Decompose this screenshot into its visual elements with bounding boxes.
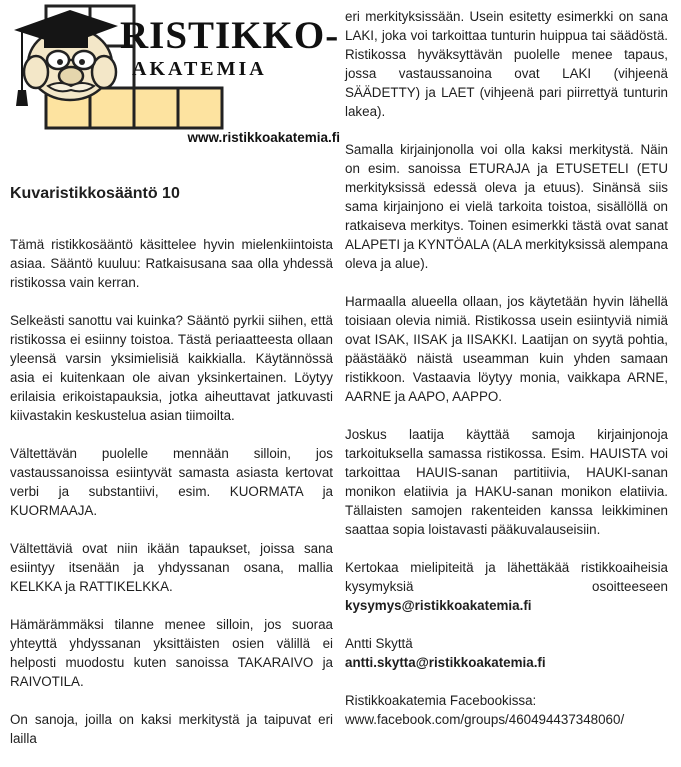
article-paragraph: Tämä ristikkosääntö käsittelee hyvin mielenkiintoista asiaa. Sääntö kuuluu: Ratkaisusana saa olla yhdessä ristikossa vain kerran. <box>10 237 333 290</box>
author-name: Antti Skyttä <box>345 636 413 651</box>
facebook-label: Ristikkoakatemia Facebookissa: <box>345 693 537 708</box>
article-paragraph-continued: eri merkityksissään. Usein esitetty esimerkki on sana LAKI, joka voi tarkoittaa tunturin huippua tai säädöstä. Ristikossa hyväksyttävän puolelle menee tapaus, jossa vastaussanoina ovat LAKI (vihjeenä SÄÄDETTY) ja LAET (vihjeenä pari piirrettyä tunturin lakea). <box>345 9 668 119</box>
logo-title: RISTIKKO- <box>120 14 340 57</box>
article-right-column <box>345 7 668 748</box>
logo-website-link[interactable]: www.ristikkoakatemia.fi <box>187 130 340 145</box>
article-paragraph: Harmaalla alueella ollaan, jos käytetään hyvin lähellä toisiaan olevia nimiä. Ristikossa usein esiintyviä nimiä ovat ISAK, IISAK ja IISAKKI. Laatijan on syytä pohtia, päästääkö näistä useamman kuin yhden samaan ristikkoon. Vastaavia löytyy monia, vaikkapa ARNE, AARNE ja AAPO, AAPPO. <box>345 294 668 404</box>
article-paragraph: Samalla kirjainjonolla voi olla kaksi merkitystä. Näin on esim. sanoissa ETURAJA ja ETUSETELI (ETU merkityksissä edessä oleva ja etuus). Sinänsä siis sama kirjainjono ei vielä tarkoita toistoa, sisällöllä on ratkaiseva merkitys. Toinen esimerkki tästä ovat sanat ALAPETI ja KYNTÖALA (ALA merkityksissä alempana oleva ja alue). <box>345 142 668 271</box>
article-paragraph: Hämärämmäksi tilanne menee silloin, jos suoraa yhteyttä yhdyssanan yksittäisten osien välillä ei helposti muodostu kuten sanoissa TAKARAIVO ja RAIVOTILA. <box>10 617 333 689</box>
logo-subtitle: AKATEMIA <box>132 58 267 80</box>
article-paragraph-start: On sanoja, joilla on kaksi merkitystä ja taipuvat eri lailla <box>10 712 333 746</box>
facebook-group-link[interactable]: www.facebook.com/groups/460494437348060/ <box>345 712 625 727</box>
author-email-link[interactable]: antti.skytta@ristikkoakatemia.fi <box>345 655 546 670</box>
article-paragraph: Vältettäviä ovat niin ikään tapaukset, joissa sana esiintyy itsenään ja yhdyssanan osana, mallia KELKKA ja RATTIKELKKA. <box>10 541 333 594</box>
facebook-block <box>345 691 668 729</box>
article-left-column <box>10 184 333 767</box>
questions-email-link[interactable]: kysymys@ristikkoakatemia.fi <box>345 598 532 613</box>
article-title: Kuvaristikkosääntö 10 <box>10 185 180 202</box>
article-paragraph: Vältettävän puolelle mennään silloin, jos vastaussanoissa esiintyvät samasta asiasta kertovat verbi ja substantiivi, esim. KUORMATA ja KUORMAAJA. <box>10 446 333 518</box>
ristikkoakatemia-logo <box>8 2 338 152</box>
contact-text: Kertokaa mielipiteitä ja lähettäkää ristikkoaiheisia kysymyksiä osoitteeseen <box>345 560 668 594</box>
article-paragraph: Joskus laatija käyttää samoja kirjainjonoja tarkoituksella samassa ristikossa. Esim. HAUISTA voi tarkoittaa HAUIS-sanan partitiivia, HAUKI-sanan monikon elatiivia ja HAKU-sanan monikon elatiivia. Tällaisten samojen rakenteiden kanssa leikkiminen saattaa sopia loistavasti pääkuvalauseisiin. <box>345 427 668 537</box>
author-block <box>345 634 668 672</box>
contact-paragraph <box>345 558 668 615</box>
article-paragraph: Selkeästi sanottu vai kuinka? Sääntö pyrkii siihen, että ristikossa ei esiinny toistoa. Tästä periaatteesta ollaan yleensä varsin yksimielisiä kaikkialla. Käytännössä asia ei kuitenkaan ole aivan yksinkertainen. Löytyy erilaisia erikoistapauksia, jotka aiheuttavat jatkuvasti kiivastakin keskustelua asian tiimoilta. <box>10 313 333 423</box>
